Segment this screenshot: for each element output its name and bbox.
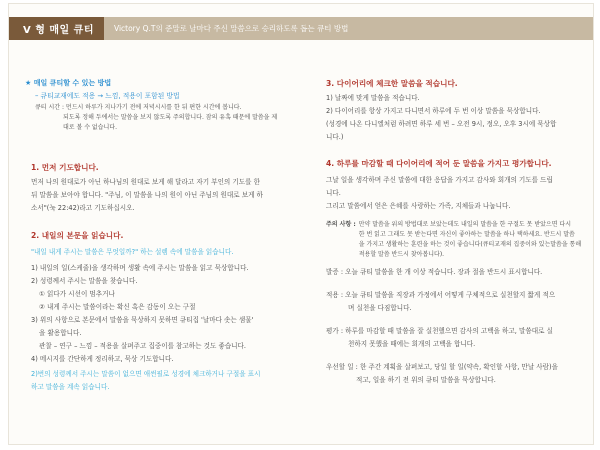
section4-body xyxy=(326,174,581,213)
section2-line: ① 읽다가 시선이 멈추거나 xyxy=(39,290,115,298)
section2-body xyxy=(31,262,291,366)
section4-note xyxy=(326,220,581,260)
section4-item: 평가 : 하루를 마감할 때 말씀을 잘 실천했으면 감사의 고백을 하고, 말씀대로 실 xyxy=(326,327,553,335)
section2-line: 1) 내일의 일(스케줄)을 생각하며 생활 속에 주시는 말씀을 읽고 묵상합니다. xyxy=(31,264,249,272)
header-subtitle: Victory Q.T의 준말로 날마다 주신 말씀으로 승리하도록 돕는 큐티 방법 xyxy=(113,24,349,33)
section2-title: 2. 내일의 본문을 읽습니다. xyxy=(31,231,124,240)
header-bar xyxy=(9,17,593,40)
section1-line: 소서"(눅 22:42)라고 기도하십시오. xyxy=(31,204,135,212)
note-label: 주의 사항 : xyxy=(326,221,356,228)
section4-line: 니다. xyxy=(326,189,341,197)
section4-item: 며 실천을 다짐합니다. xyxy=(348,304,412,312)
section4-item: 발증 : 오늘 큐티 말씀을 한 개 이상 적습니다. 장과 절을 반드시 표시합니다. xyxy=(326,268,543,276)
section2-line: 3) 위의 사항으로 본문에서 말씀을 묵상하지 못하면 큐티집 '날마다 솟는 샘물' xyxy=(31,316,254,324)
section2-line: ② 내게 주시는 말씀이라는 확신 혹은 감동이 오는 구절 xyxy=(39,303,196,311)
section1-body xyxy=(31,176,286,215)
note-line: 적용할 말씀 반드시 찾아봅니다). xyxy=(358,251,445,258)
star-icon: ★ xyxy=(25,79,32,87)
section3-line: 2) 다이어리를 항상 가지고 다니면서 하루에 두 번 이상 말씀을 묵상합니다. xyxy=(326,107,541,115)
section4-item: 적용 : 오늘 큐티 말씀을 직장과 가정에서 어떻게 구체적으로 실천할지 짧게 적으 xyxy=(326,291,556,299)
section1-line: 뒤 말씀을 보아야 합니다. "주님, 이 말씀을 나의 원이 아닌 주님의 원대로 보게 하 xyxy=(31,191,263,199)
section2-line: 을 활용합니다. xyxy=(39,329,82,337)
section4-item: 우선할 일 : 한 주간 계획을 살펴보고, 당일 할 일(약속, 확인할 사항, 만날 사람)을 xyxy=(326,363,558,371)
section2-line: 관찰 – 연구 – 느낌 – 적용을 살펴주고 집중이를 참고하는 것도 좋습니다. xyxy=(39,342,247,350)
section3-title: 3. 다이어리에 체크한 말씀을 적습니다. xyxy=(326,79,458,88)
section1-line: 먼저 나의 원대로가 아닌 하나님의 원대로 보게 해 달라고 자기 부인의 기도를 한 xyxy=(31,178,260,186)
header-title: V 형 매일 큐티 xyxy=(9,17,104,40)
note-line: 한 번 읽고 그래도 못 받는다면 자신이 좋아하는 말씀을 하나 택하세요. 반드시 말씀 xyxy=(358,231,575,238)
section4-title: 4. 하루를 마감할 때 다이어리에 적어 둔 말씀을 가지고 평가합니다. xyxy=(326,159,552,168)
section2-line: 2) 성령께서 주시는 말씀을 찾습니다. xyxy=(31,277,138,285)
section3-line: (성경에 나온 다니엘처럼 하려면 하루 세 번 – 오전 9시, 정오, 오후 3시에 묵상합 xyxy=(326,120,557,128)
section4-line: 그리고 말씀에서 얻은 은혜를 사랑하는 가족, 지체들과 나눕니다. xyxy=(326,202,511,210)
page xyxy=(8,3,594,445)
intro-block xyxy=(25,78,290,133)
note-line: 만약 말씀을 위의 방법대로 보았는데도 내일의 말씀을 한 구절도 못 받았으면 다시 xyxy=(358,221,572,228)
section3-line: 니다.) xyxy=(326,133,344,141)
section4-item: 적고, 일을 하기 전 위의 큐티 말씀을 묵상합니다. xyxy=(356,376,496,384)
section3-line: 1) 날짜에 맞게 말씀을 적습니다. xyxy=(326,94,420,102)
section2-quote: "내일 내게 주시는 말씀은 무엇일까?" 하는 설렘 속에 말씀을 읽습니다. xyxy=(31,248,234,256)
section2-footer-line: 하고 말씀을 계속 읽습니다. xyxy=(31,383,110,391)
section4-item: 천하지 못했을 때에는 회개의 고백을 합니다. xyxy=(348,340,476,348)
intro-time-line: 큐티 시간 : 먼드시 하루가 지나가기 전에 저녁시시를 한 뒤 편한 시간에 봅니다. xyxy=(35,104,242,111)
section2-line: 4) 메시지를 간단하게 정리하고, 묵상 기도합니다. xyxy=(31,355,174,363)
section3-body xyxy=(326,92,581,144)
section4-line: 그날 일을 생각하며 주신 말씀에 대한 응답을 가지고 감사와 회개의 기도를 드립 xyxy=(326,176,553,184)
section2-footer-line: 2)번의 성령께서 주시는 말씀이 없으면 애썬필로 성경에 체크하거나 구절을 표시 xyxy=(31,370,261,378)
section4-item-list xyxy=(326,266,581,387)
note-line: 을 가지고 생활하는 훈련을 하는 것이 좋습니다(큐티교재의 집중이와 있는말씀을 통해 xyxy=(358,241,582,248)
intro-title: 매일 큐티할 수 있는 방법 xyxy=(33,79,112,87)
intro-time-line: 되도록 정해 두에서는 말씀을 보지 않도록 주의합니다. 잠의 유혹 때문에 말씀을 제 xyxy=(63,114,278,121)
intro-subtitle: – 큐티교재에도 적용 → 느낌, 적용이 포함된 방법 xyxy=(35,92,180,100)
section1-title: 1. 먼저 기도합니다. xyxy=(31,163,99,172)
section2-footer xyxy=(31,368,291,394)
intro-time-line: 대로 볼 수 없습니다. xyxy=(63,124,117,131)
